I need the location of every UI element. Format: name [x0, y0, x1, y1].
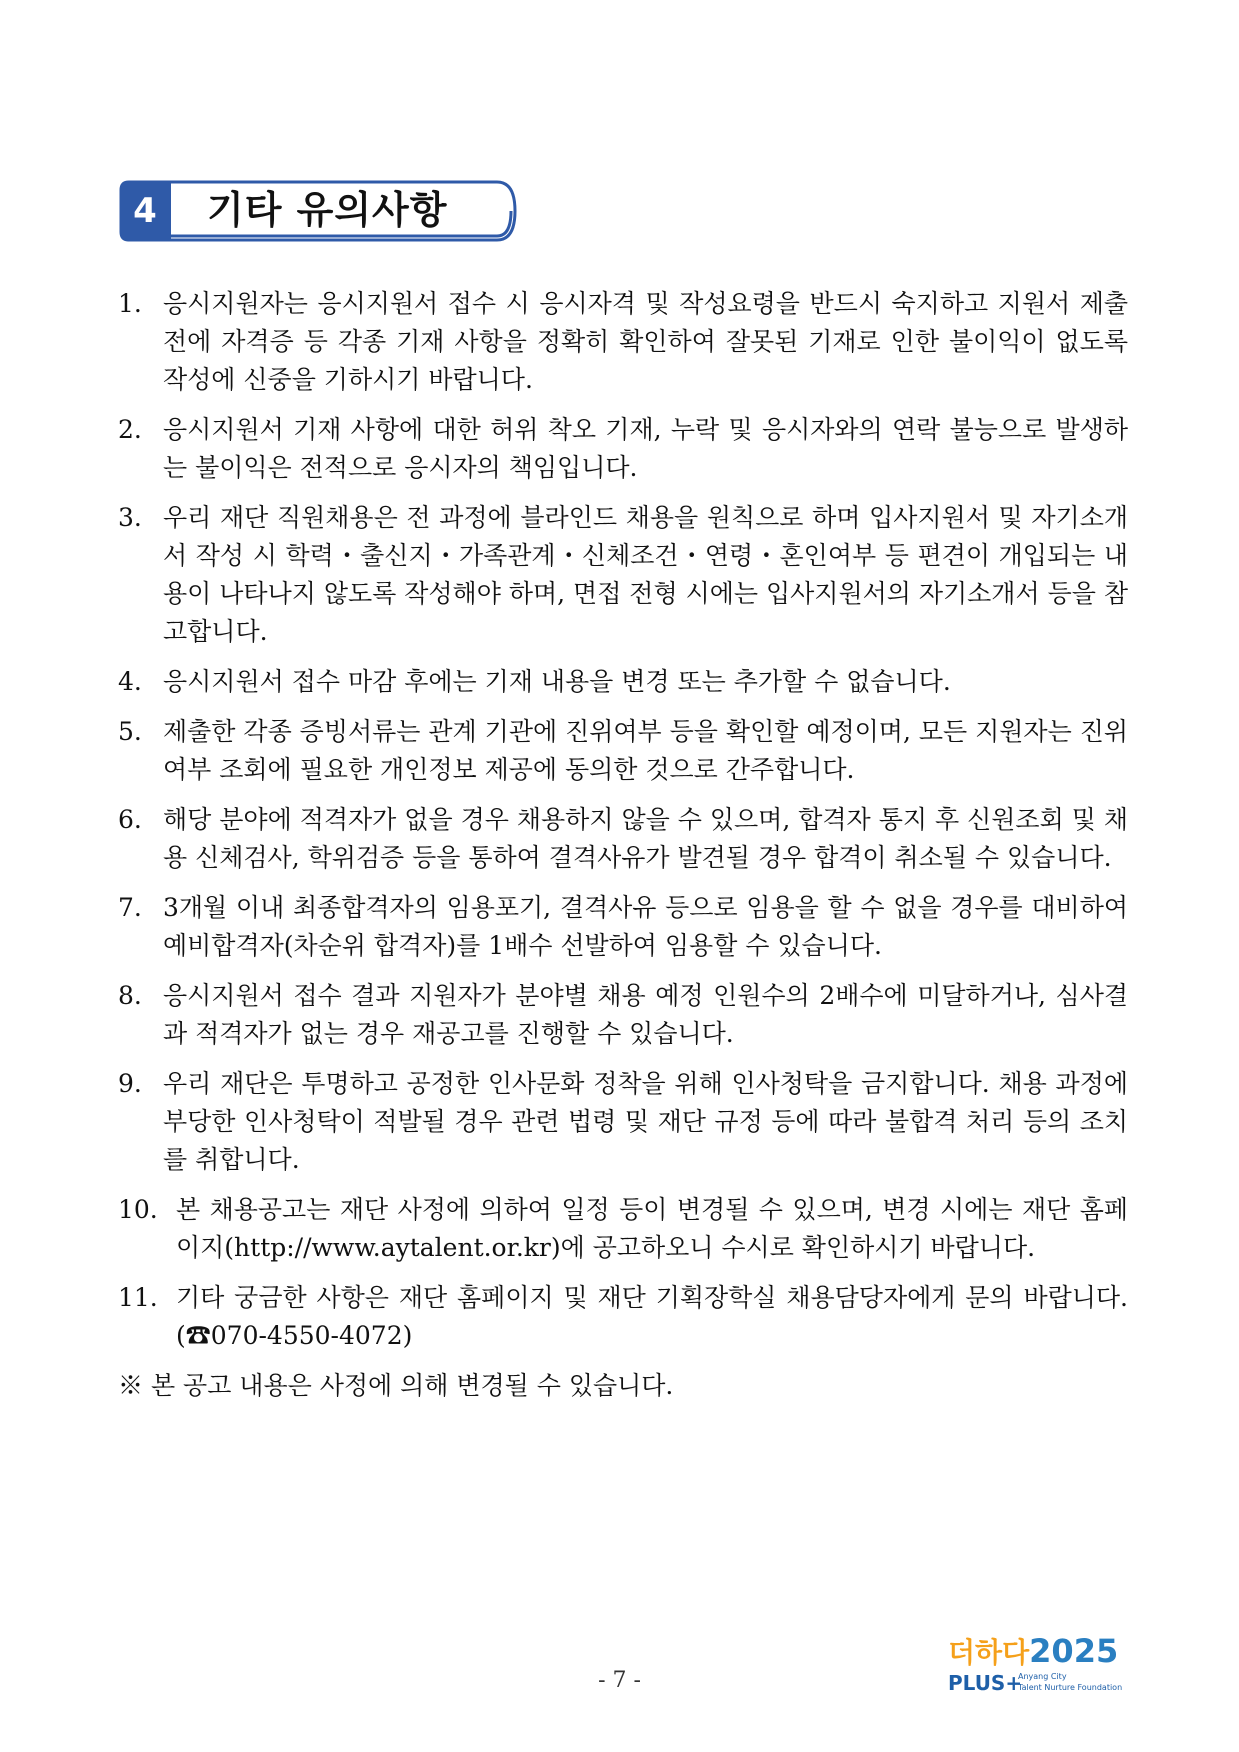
item-number: 4. — [118, 667, 142, 696]
section-title: 기타 유의사항 — [207, 188, 448, 232]
list-item — [118, 663, 1128, 701]
list-item — [118, 1065, 1128, 1179]
item-text: 우리 재단 직원채용은 전 과정에 블라인드 채용을 원칙으로 하며 입사지원서 및 자기소개서 작성 시 학력・출신지・가족관계・신체조건・연령・혼인여부 등 편견이 개입되는 내용이 나타나지 않도록 작성해야 하며, 면접 전형 시에는 입사지원서의 자기소개서 등을 참고합니다. — [163, 503, 1128, 646]
logo-korean: 더하다 — [948, 1636, 1030, 1669]
item-text: 우리 재단은 투명하고 공정한 인사문화 정착을 위해 인사청탁을 금지합니다. 채용 과정에 부당한 인사청탁이 적발될 경우 관련 법령 및 재단 규정 등에 따라 불합격 처리 등의 조치를 취합니다. — [163, 1069, 1128, 1174]
list-item — [118, 499, 1128, 651]
page-number: - 7 - — [598, 1668, 641, 1693]
item-text: 응시지원서 접수 결과 지원자가 분야별 채용 예정 인원수의 2배수에 미달하거나, 심사결과 적격자가 없는 경우 재공고를 진행할 수 있습니다. — [163, 981, 1128, 1048]
item-text: 응시지원자는 응시지원서 접수 시 응시자격 및 작성요령을 반드시 숙지하고 지원서 제출 전에 자격증 등 각종 기재 사항을 정확히 확인하여 잘못된 기재로 인한 불이익이 없도록 작성에 신중을 기하시기 바랍니다. — [163, 289, 1128, 394]
logo-wordmark — [948, 1631, 1118, 1671]
item-number: 5. — [118, 717, 142, 746]
list-item — [118, 977, 1128, 1053]
item-number: 8. — [118, 981, 142, 1010]
list-item — [118, 1279, 1128, 1355]
notice-list — [118, 285, 1128, 1405]
item-text: 제출한 각종 증빙서류는 관계 기관에 진위여부 등을 확인할 예정이며, 모든 지원자는 진위여부 조회에 필요한 개인정보 제공에 동의한 것으로 간주합니다. — [163, 717, 1128, 784]
item-number: 3. — [118, 503, 142, 532]
section-number: 4 — [133, 191, 157, 231]
logo-subtitle-line2: Talent Nurture Foundation — [1018, 1683, 1123, 1692]
closing-note: ※ 본 공고 내용은 사정에 의해 변경될 수 있습니다. — [118, 1371, 674, 1400]
item-number: 6. — [118, 805, 142, 834]
list-item — [118, 801, 1128, 877]
list-item — [118, 285, 1128, 399]
item-number: 7. — [118, 893, 142, 922]
logo-year: 2025 — [1029, 1632, 1119, 1670]
list-item — [118, 1191, 1128, 1267]
foundation-logo — [948, 1631, 1128, 1701]
logo-subtitle-line1: Anyang City — [1018, 1672, 1067, 1681]
item-text: 기타 궁금한 사항은 재단 홈페이지 및 재단 기획장학실 채용담당자에게 문의 바랍니다. (☎070-4550-4072) — [176, 1283, 1128, 1350]
section-header — [119, 180, 519, 242]
logo-subtitle — [1018, 1671, 1128, 1693]
item-text: 응시지원서 접수 마감 후에는 기재 내용을 변경 또는 추가할 수 없습니다. — [163, 667, 951, 696]
list-item — [118, 411, 1128, 487]
item-number: 1. — [118, 289, 142, 318]
list-item — [118, 889, 1128, 965]
item-number: 2. — [118, 415, 142, 444]
item-number: 10. — [118, 1195, 158, 1224]
item-number: 9. — [118, 1069, 142, 1098]
item-text: 해당 분야에 적격자가 없을 경우 채용하지 않을 수 있으며, 합격자 통지 후 신원조회 및 채용 신체검사, 학위검증 등을 통하여 결격사유가 발견될 경우 합격이 취소될 수 있습니다. — [163, 805, 1128, 872]
logo-plus: PLUS+ — [948, 1671, 1023, 1695]
item-text: 3개월 이내 최종합격자의 임용포기, 결격사유 등으로 임용을 할 수 없을 경우를 대비하여 예비합격자(차순위 합격자)를 1배수 선발하여 임용할 수 있습니다. — [163, 893, 1128, 960]
item-number: 11. — [118, 1283, 158, 1312]
item-text: 응시지원서 기재 사항에 대한 허위 착오 기재, 누락 및 응시자와의 연락 불능으로 발생하는 불이익은 전적으로 응시자의 책임입니다. — [163, 415, 1128, 482]
item-text: 본 채용공고는 재단 사정에 의하여 일정 등이 변경될 수 있으며, 변경 시에는 재단 홈페이지(http://www.aytalent.or.kr)에 공고하오니 수시로 확인하시기 바랍니다. — [176, 1195, 1128, 1262]
list-item — [118, 713, 1128, 789]
